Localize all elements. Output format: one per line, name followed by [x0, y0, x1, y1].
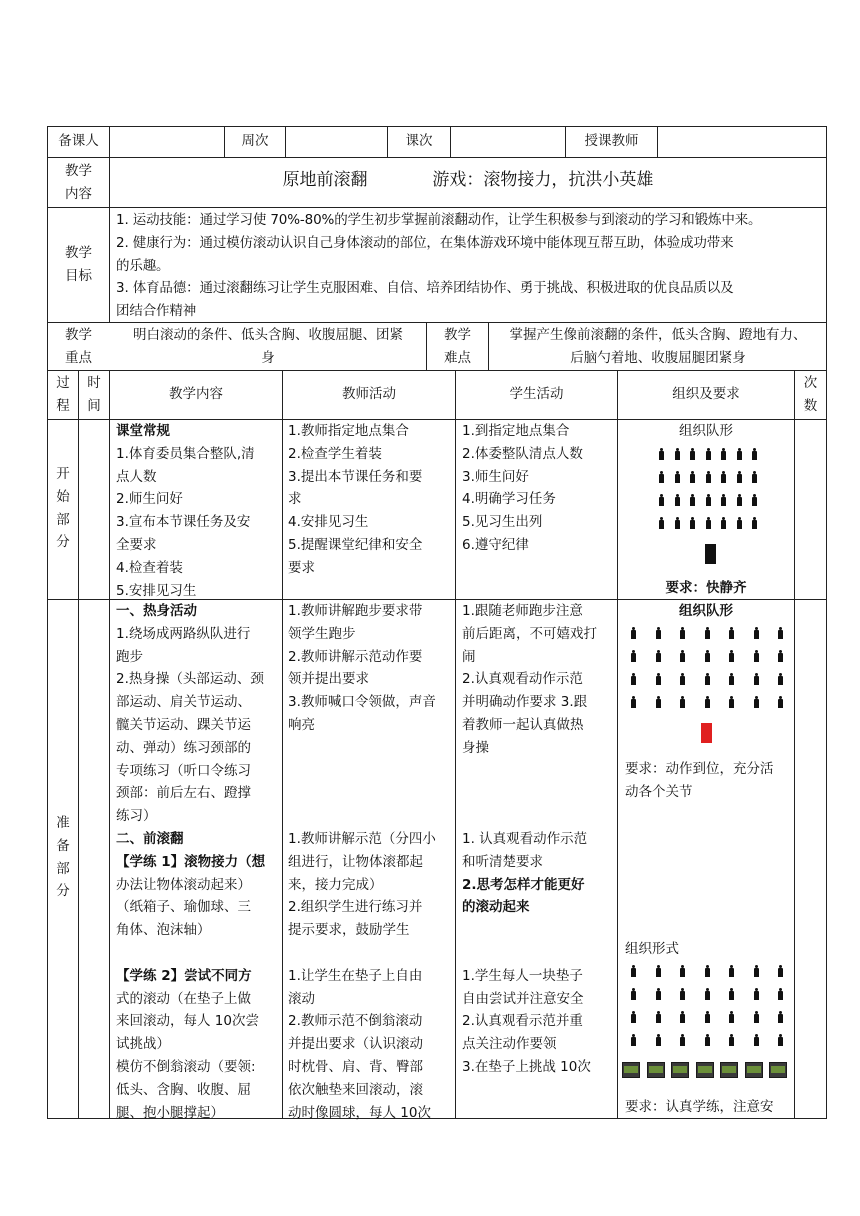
week-label: 周次 — [241, 133, 269, 149]
prep-formation-mats — [618, 960, 794, 1085]
process-header: 过 程 — [56, 375, 70, 414]
text-line: 2.教师讲解示范动作要 — [288, 648, 423, 665]
person-icon — [704, 965, 711, 977]
person-icon — [679, 1034, 686, 1046]
person-icon — [658, 517, 665, 529]
person-icon — [689, 471, 696, 483]
prep-org-requirement-2: 要求：认真学练，注意安 — [625, 1099, 774, 1115]
difficulties-label: 教学 难点 — [444, 327, 471, 366]
teaching-content-text: 原地前滚翻 游戏：滚物接力，抗洪小英雄 — [282, 170, 654, 190]
text-line: 着教师一起认真做热 — [462, 716, 584, 733]
text-line — [288, 942, 453, 965]
prep-content — [116, 600, 280, 1124]
start-content: 课堂常规 1.体育委员集合整队,清 点人数 2.师生问好 3.宣布本节课任务及安 全要求 4.检查着装 5.安排见习生 — [116, 423, 255, 599]
start-formation — [618, 440, 794, 570]
text-line: 1. 认真观看动作示范 — [462, 830, 588, 847]
text-line — [462, 805, 615, 828]
person-icon — [689, 448, 696, 460]
text-line: 的滚动起来 — [462, 899, 530, 916]
person-icon — [704, 988, 711, 1000]
text-line: 角体、泡沫轴） — [116, 922, 211, 939]
text-line: 低头、含胸、收腹、屈 — [116, 1081, 251, 1098]
prep-formation — [618, 622, 794, 752]
text-line: 跑步 — [116, 648, 143, 665]
person-icon — [777, 965, 784, 977]
time-header: 时 间 — [87, 375, 101, 414]
text-line: 领学生跑步 — [288, 625, 356, 642]
text-line: 髋关节运动、踝关节运 — [116, 716, 251, 733]
key-points-text: 明白滚动的条件、低头含胸、收腹屈腿、团紧 身 — [133, 327, 403, 366]
text-line — [462, 919, 615, 942]
person-icon — [655, 673, 662, 685]
person-icon — [689, 494, 696, 506]
text-line: 部运动、肩关节运动、 — [116, 694, 251, 711]
person-icon — [655, 650, 662, 662]
person-icon — [753, 1034, 760, 1046]
text-line: 来回滚动，每人 10次尝 — [116, 1013, 259, 1030]
count-header: 次 数 — [803, 375, 818, 414]
person-icon — [720, 448, 727, 460]
mat-icon — [622, 1062, 640, 1078]
difficulties-text: 掌握产生像前滚翻的条件，低头含胸、蹬地有力、 后脑勺着地、收腹屈腿团紧身 — [509, 327, 807, 366]
text-line: 1.跟随老师跑步注意 — [462, 603, 583, 619]
prep-section-label: 准 备 部 分 — [56, 815, 70, 900]
person-icon — [751, 471, 758, 483]
text-line: 闹 — [462, 648, 476, 665]
text-line: 点关注动作要领 — [462, 1036, 557, 1053]
start-teacher-activity: 1.教师指定地点集合 2.检查学生着装 3.提出本节课任务和要 求 4.安排见习生 5.提醒课堂纪律和安全 要求 — [288, 423, 423, 576]
teacher-activity-header: 教师活动 — [342, 386, 396, 402]
text-line: 身操 — [462, 739, 489, 756]
person-icon — [704, 673, 711, 685]
mat-icon — [769, 1062, 787, 1078]
person-icon — [753, 965, 760, 977]
teaching-content-label: 教学 内容 — [65, 163, 92, 202]
mat-icon — [671, 1062, 689, 1078]
person-icon — [728, 673, 735, 685]
prep-org-requirement: 要求：动作到位，充分活 动各个关节 — [625, 761, 774, 800]
text-line: 提示要求，鼓励学生 — [288, 922, 410, 939]
person-icon — [753, 988, 760, 1000]
text-line: 1.学生每人一块垫子 — [462, 967, 583, 984]
person-icon — [679, 627, 686, 639]
teaching-objectives-text: 1. 运动技能：通过学习使 70%-80%的学生初步掌握前滚翻动作，让学生积极参与到滚动的学习和锻炼中来。 2. 健康行为：通过模仿滚动认识自己身体滚动的部位，在集体游戏环境中能体现互帮互助，体验成功带来 的乐趣。 3. 体育品德：通过滚翻练习让学生克服困难、自信、培养团结协作、勇于挑战、积极进取的优良品质以及 团结合作精神 — [116, 212, 762, 320]
text-line: 依次触垫来回滚动，滚 — [288, 1081, 423, 1098]
person-icon — [674, 517, 681, 529]
person-icon — [728, 650, 735, 662]
person-icon — [704, 1011, 711, 1023]
person-icon — [630, 627, 637, 639]
text-line: 专项练习（听口令练习 — [116, 762, 251, 779]
text-line — [462, 760, 615, 783]
person-icon — [705, 494, 712, 506]
person-icon — [630, 650, 637, 662]
mat-icon — [696, 1062, 714, 1078]
text-line: 动时像圆球，每人 10次 — [288, 1104, 431, 1121]
mat-icon — [647, 1062, 665, 1078]
person-icon — [679, 696, 686, 708]
person-icon — [630, 1034, 637, 1046]
text-line: 并提出要求（认识滚动 — [288, 1036, 423, 1053]
person-icon — [679, 673, 686, 685]
person-icon — [630, 673, 637, 685]
organization-header: 组织及要求 — [672, 386, 740, 402]
text-line — [462, 942, 615, 965]
prep-teacher-activity — [288, 600, 453, 1124]
person-icon — [736, 517, 743, 529]
text-line: 练习） — [116, 808, 157, 825]
text-line: 办法让物体滚动起来） — [116, 876, 251, 893]
text-line: 2.思考怎样才能更好 — [462, 876, 585, 893]
person-icon — [777, 650, 784, 662]
teaching-objectives-label: 教学 目标 — [65, 245, 92, 284]
text-line: 试挑战） — [116, 1036, 170, 1053]
person-icon — [679, 650, 686, 662]
text-line: 动、弹动）练习颈部的 — [116, 739, 251, 756]
teacher-label: 授课教师 — [584, 133, 639, 149]
text-line: 2.热身操（头部运动、颈 — [116, 671, 264, 688]
person-icon — [630, 988, 637, 1000]
person-icon — [753, 673, 760, 685]
text-line: 2.组织学生进行练习并 — [288, 899, 423, 916]
person-icon — [777, 696, 784, 708]
person-icon — [728, 988, 735, 1000]
start-org-title: 组织队形 — [679, 423, 733, 439]
person-icon — [689, 517, 696, 529]
lesson-number-label: 课次 — [405, 133, 433, 149]
person-icon — [674, 471, 681, 483]
person-icon — [777, 1011, 784, 1023]
text-line: 响亮 — [288, 716, 315, 733]
person-icon — [720, 471, 727, 483]
person-icon — [753, 696, 760, 708]
person-icon — [753, 627, 760, 639]
text-line: 自由尝试并注意安全 — [462, 990, 584, 1007]
text-line: 1.教师讲解跑步要求带 — [288, 603, 423, 619]
person-icon — [630, 696, 637, 708]
person-icon — [658, 494, 665, 506]
person-icon — [679, 1011, 686, 1023]
person-icon — [704, 650, 711, 662]
person-icon — [655, 988, 662, 1000]
person-icon — [777, 1034, 784, 1046]
text-line: 【学练 2】尝试不同方 — [116, 967, 252, 984]
text-line: 式的滚动（在垫子上做 — [116, 990, 251, 1007]
person-icon — [751, 517, 758, 529]
person-icon — [751, 448, 758, 460]
text-line — [288, 737, 453, 760]
text-line: 时枕骨、肩、背、臀部 — [288, 1058, 423, 1075]
person-icon — [728, 1034, 735, 1046]
person-icon — [777, 673, 784, 685]
person-icon — [728, 627, 735, 639]
text-line — [288, 805, 453, 828]
start-org-requirement: 要求：快静齐 — [665, 580, 747, 596]
student-activity-header: 学生活动 — [509, 386, 564, 402]
person-icon — [674, 494, 681, 506]
person-icon — [736, 448, 743, 460]
text-line: 颈部：前后左右、蹬撑 — [116, 785, 251, 802]
text-line: 并明确动作要求 3.跟 — [462, 694, 588, 711]
person-icon — [658, 471, 665, 483]
person-icon — [630, 965, 637, 977]
person-icon — [679, 965, 686, 977]
person-icon — [704, 696, 711, 708]
person-icon — [705, 517, 712, 529]
person-icon — [736, 494, 743, 506]
teacher-icon — [705, 544, 716, 564]
prep-org-form-label: 组织形式 — [625, 941, 679, 957]
person-icon — [751, 494, 758, 506]
person-icon — [728, 1011, 735, 1023]
person-icon — [720, 517, 727, 529]
person-icon — [630, 1011, 637, 1023]
mat-icon — [745, 1062, 763, 1078]
text-line: 2.认真观看示范并重 — [462, 1013, 583, 1030]
person-icon — [655, 1034, 662, 1046]
text-line — [116, 942, 280, 965]
text-line: 和听清楚要求 — [462, 853, 543, 870]
person-icon — [728, 965, 735, 977]
person-icon — [753, 650, 760, 662]
person-icon — [655, 696, 662, 708]
text-line: （纸箱子、瑜伽球、三 — [116, 899, 251, 916]
person-icon — [655, 627, 662, 639]
person-icon — [728, 696, 735, 708]
person-icon — [674, 448, 681, 460]
text-line — [288, 782, 453, 805]
text-line: 前后距离，不可嬉戏打 — [462, 625, 597, 642]
person-icon — [736, 471, 743, 483]
person-icon — [655, 1011, 662, 1023]
person-icon — [655, 965, 662, 977]
person-icon — [705, 448, 712, 460]
person-icon — [679, 988, 686, 1000]
start-section-label: 开 始 部 分 — [56, 466, 70, 551]
text-line: 1.让学生在垫子上自由 — [288, 967, 423, 984]
text-line — [288, 760, 453, 783]
person-icon — [777, 988, 784, 1000]
content-header: 教学内容 — [169, 386, 223, 402]
person-icon — [705, 471, 712, 483]
text-line: 二、前滚翻 — [116, 830, 184, 847]
text-line: 模仿不倒翁滚动（要领: — [116, 1058, 256, 1075]
mat-icon — [720, 1062, 738, 1078]
prep-student-activity — [462, 600, 615, 1079]
preparer-label: 备课人 — [58, 133, 99, 149]
text-line: 一、热身活动 — [116, 603, 197, 619]
teacher-icon — [701, 723, 712, 743]
text-line: 领并提出要求 — [288, 671, 369, 688]
text-line: 滚动 — [288, 990, 315, 1007]
text-line: 2.教师示范不倒翁滚动 — [288, 1013, 423, 1030]
text-line: 3.在垫子上挑战 10次 — [462, 1058, 591, 1075]
person-icon — [658, 448, 665, 460]
person-icon — [704, 627, 711, 639]
text-line: 1.绕场成两路纵队进行 — [116, 625, 251, 642]
person-icon — [753, 1011, 760, 1023]
text-line: 【学练 1】滚物接力（想 — [116, 853, 266, 870]
prep-org-title: 组织队形 — [679, 603, 733, 619]
text-line: 腿、抱小腿撑起） — [116, 1104, 224, 1121]
person-icon — [777, 627, 784, 639]
person-icon — [720, 494, 727, 506]
text-line: 1.教师讲解示范（分四小 — [288, 830, 436, 847]
person-icon — [704, 1034, 711, 1046]
start-student-activity: 1.到指定地点集合 2.体委整队清点人数 3.师生问好 4.明确学习任务 5.见习生出列 6.遵守纪律 — [462, 423, 583, 553]
text-line — [462, 782, 615, 805]
text-line: 来，接力完成） — [288, 876, 383, 893]
text-line: 2.认真观看动作示范 — [462, 671, 583, 688]
text-line: 组进行，让物体滚都起 — [288, 853, 423, 870]
key-points-label: 教学 重点 — [65, 327, 92, 366]
text-line: 3.教师喊口令领做，声音 — [288, 694, 436, 711]
